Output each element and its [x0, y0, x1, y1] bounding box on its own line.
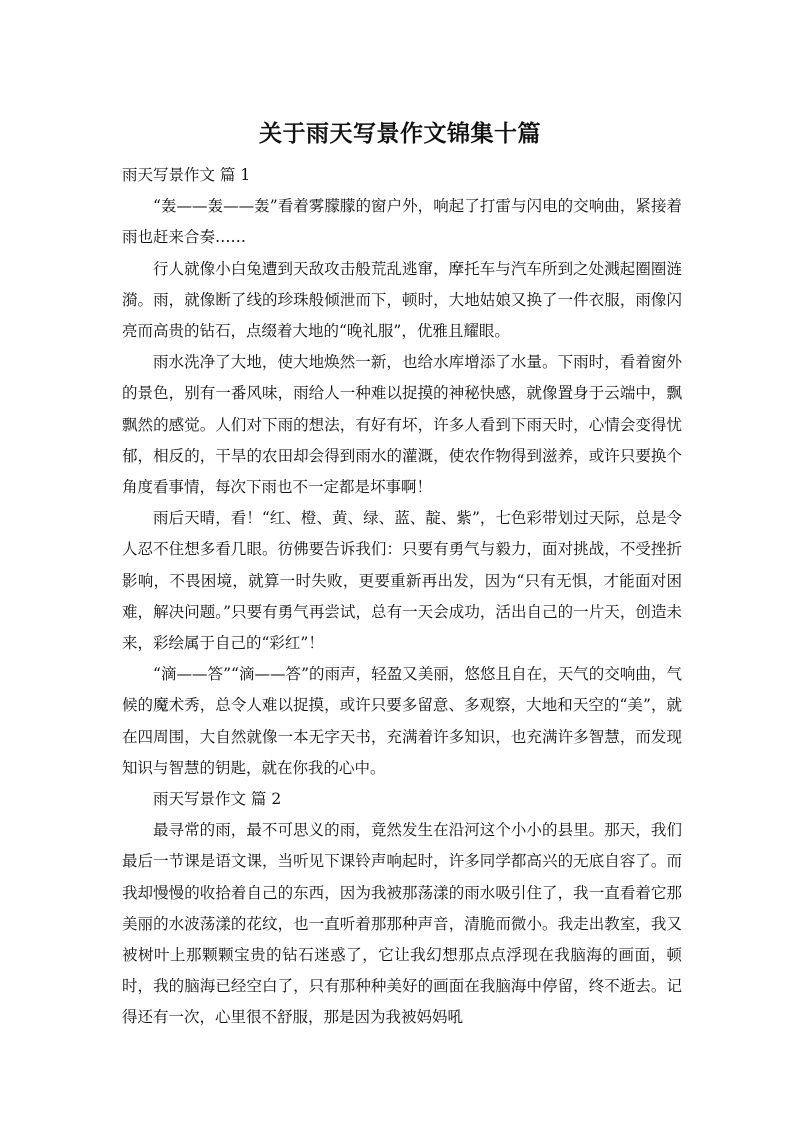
- document-body: [122, 160, 682, 1034]
- paragraph: “滴——答”“滴——答”的雨声，轻盈又美丽，悠悠且自在，天气的交响曲，气候的魔术秀，总令人难以捉摸，或许只要多留意、多观察，大地和天空的“美”，就在四周围，大自然就像一本无字天书，充满着许多知识，也充满许多智慧，而发现知识与智慧的钥匙，就在你我的心中。: [122, 665, 682, 777]
- document-title: 关于雨天写景作文锦集十篇: [259, 121, 541, 147]
- section-heading-1: 雨天写景作文 篇 1: [122, 166, 251, 184]
- paragraph: 最寻常的雨，最不可思义的雨，竟然发生在沿河这个小小的县里。那天，我们最后一节课是语文课，当听见下课铃声响起时，许多同学都高兴的无底自容了。而我却慢慢的收拾着自己的东西，因为我被那荡漾的雨水吸引住了，我一直看着它那美丽的水波荡漾的花纹，也一直听着那那种声音，清脆而微小。我走出教室，我又被树叶上那颗颗宝贵的钻石迷惑了，它让我幻想那点点浮现在我脑海的画面，顿时，我的脑海已经空白了，只有那种种美好的画面在我脑海中停留，终不逝去。记得还有一次，心里很不舒服，那是因为我被妈妈吼: [122, 821, 682, 1027]
- paragraph: 行人就像小白兔遭到天敌攻击般荒乱逃窜，摩托车与汽车所到之处溅起圈圈涟漪。雨，就像断了线的珍珠般倾泄而下，顿时，大地姑娘又换了一件衣服，雨像闪亮而高贵的钻石，点缀着大地的“晚礼服”，优雅且耀眼。: [122, 259, 682, 341]
- paragraph: “轰——轰——轰”看着雾朦朦的窗户外，响起了打雷与闪电的交响曲，紧接着雨也赶来合奏……: [122, 197, 682, 247]
- paragraph: 雨水洗净了大地，使大地焕然一新，也给水库增添了水量。下雨时，看着窗外的景色，别有一番风味，雨给人一种难以捉摸的神秘快感，就像置身于云端中，飘飘然的感觉。人们对下雨的想法，有好有坏，许多人看到下雨天时，心情会变得忧郁，相反的，干旱的农田却会得到雨水的灌溉，使农作物得到滋养，或许只要换个角度看事情，每次下雨也不一定都是坏事啊！: [122, 353, 682, 497]
- section-heading-2: 雨天写景作文 篇 2: [153, 790, 282, 809]
- paragraph: 雨后天晴，看！“红、橙、黄、绿、蓝、靛、紫”，七色彩带划过天际，总是令人忍不住想多看几眼。彷佛要告诉我们：只要有勇气与毅力，面对挑战，不受挫折影响，不畏困境，就算一时失败，更要重新再出发，因为“只有无惧，才能面对困难，解决问题。”只要有勇气再尝试，总有一天会成功，活出自己的一片天，创造未来，彩绘属于自己的“彩红”！: [122, 509, 682, 653]
